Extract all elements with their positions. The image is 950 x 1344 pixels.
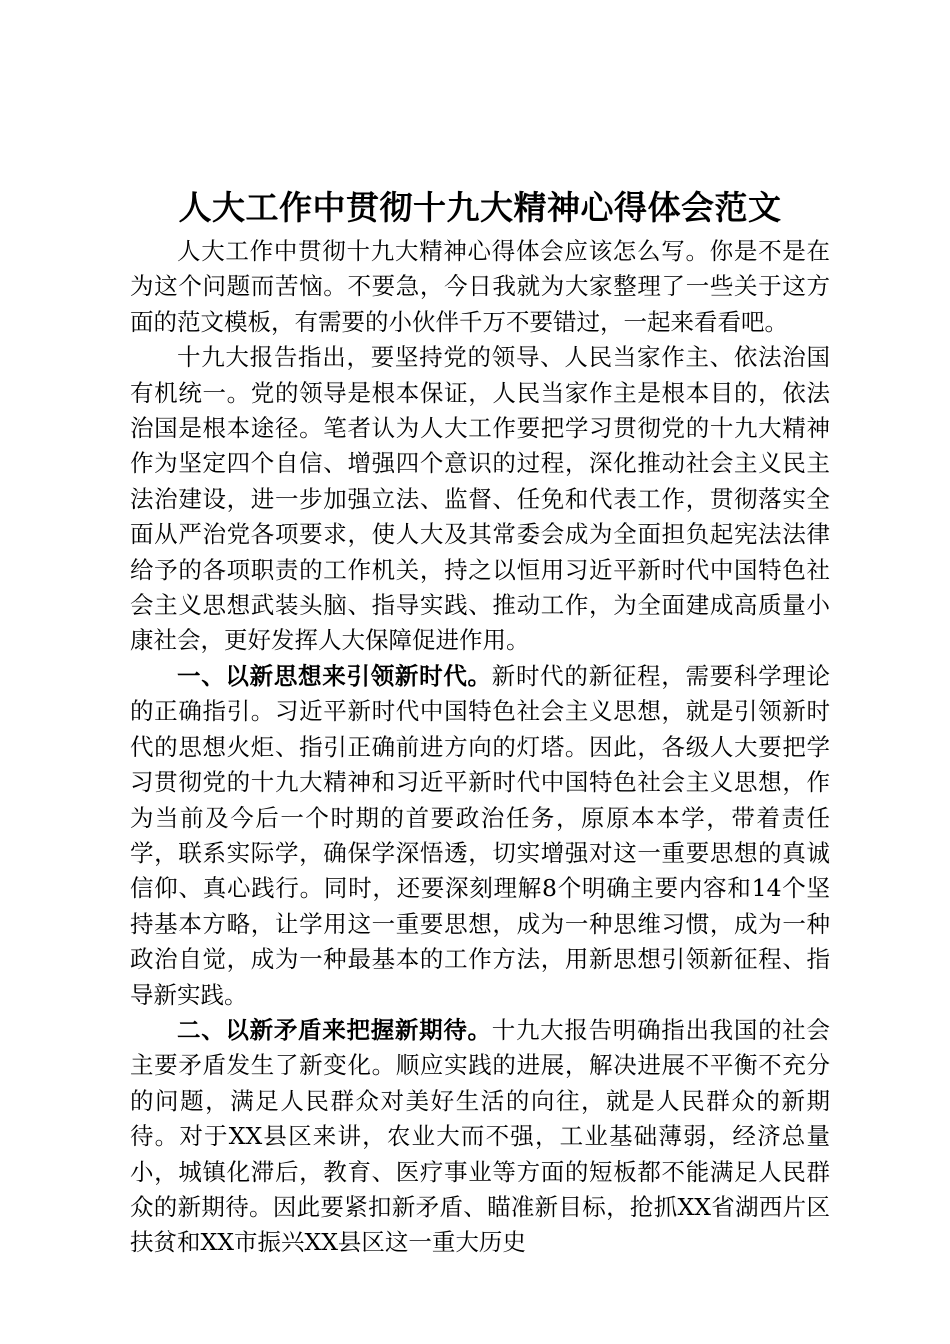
intro-paragraph-text: 人大工作中贯彻十九大精神心得体会应该怎么写。你是不是在为这个问题而苦恼。不要急，今日我就为大家整理了一些关于这方面的范文模板，有需要的小伙伴千万不要错过，一起来看看吧。 — [130, 237, 830, 336]
report-paragraph-text: 十九大报告指出，要坚持党的领导、人民当家作主、依法治国有机统一。党的领导是根本保证，人民当家作主是根本目的，依法治国是根本途径。笔者认为人大工作要把学习贯彻党的十九大精神作为坚定四个自信、增强四个意识的过程，深化推动社会主义民主法治建设，进一步加强立法、监督、任免和代表工作，贯彻落实全面从严治党各项要求，使人大及其常委会成为全面担负起宪法法律给予的各项职责的工作机关，持之以恒用习近平新时代中国特色社会主义思想武装头脑、指导实践、推动工作，为全面建成高质量小康社会，更好发挥人大保障促进作用。 — [130, 343, 830, 655]
section-two-text: 十九大报告明确指出我国的社会主要矛盾发生了新变化。顺应实践的进展，解决进展不平衡不充分的问题，满足人民群众对美好生活的向往，就是人民群众的新期待。对于XX县区来讲，农业大而不强，工业基础薄弱，经济总量小，城镇化滞后，教育、医疗事业等方面的短板都不能满足人民群众的新期待。因此要紧扣新矛盾、瞄准新目标，抢抓XX省湖西片区扶贫和XX市振兴XX县区这一重大历史 — [130, 1015, 830, 1257]
section-two-heading: 二、以新矛盾来把握新期待。 — [177, 1015, 492, 1044]
report-paragraph — [130, 340, 830, 659]
section-two-paragraph — [130, 1013, 830, 1261]
section-one-heading: 一、以新思想来引领新时代。 — [177, 661, 492, 690]
section-one-paragraph — [130, 659, 830, 1013]
intro-paragraph — [130, 234, 830, 340]
section-one-text: 新时代的新征程，需要科学理论的正确指引。习近平新时代中国特色社会主义思想，就是引领新时代的思想火炬、指引正确前进方向的灯塔。因此，各级人大要把学习贯彻党的十九大精神和习近平新时代中国特色社会主义思想，作为当前及今后一个时期的首要政治任务，原原本本学，带着责任学，联系实际学，确保学深悟透，切实增强对这一重要思想的真诚信仰、真心践行。同时，还要深刻理解8个明确主要内容和14个坚持基本方略，让学用这一重要思想，成为一种思维习惯，成为一种政治自觉，成为一种最基本的工作方法，用新思想引领新征程、指导新实践。 — [130, 661, 830, 1009]
document-title: 人大工作中贯彻十九大精神心得体会范文 — [178, 188, 782, 227]
document-body — [130, 234, 830, 1261]
